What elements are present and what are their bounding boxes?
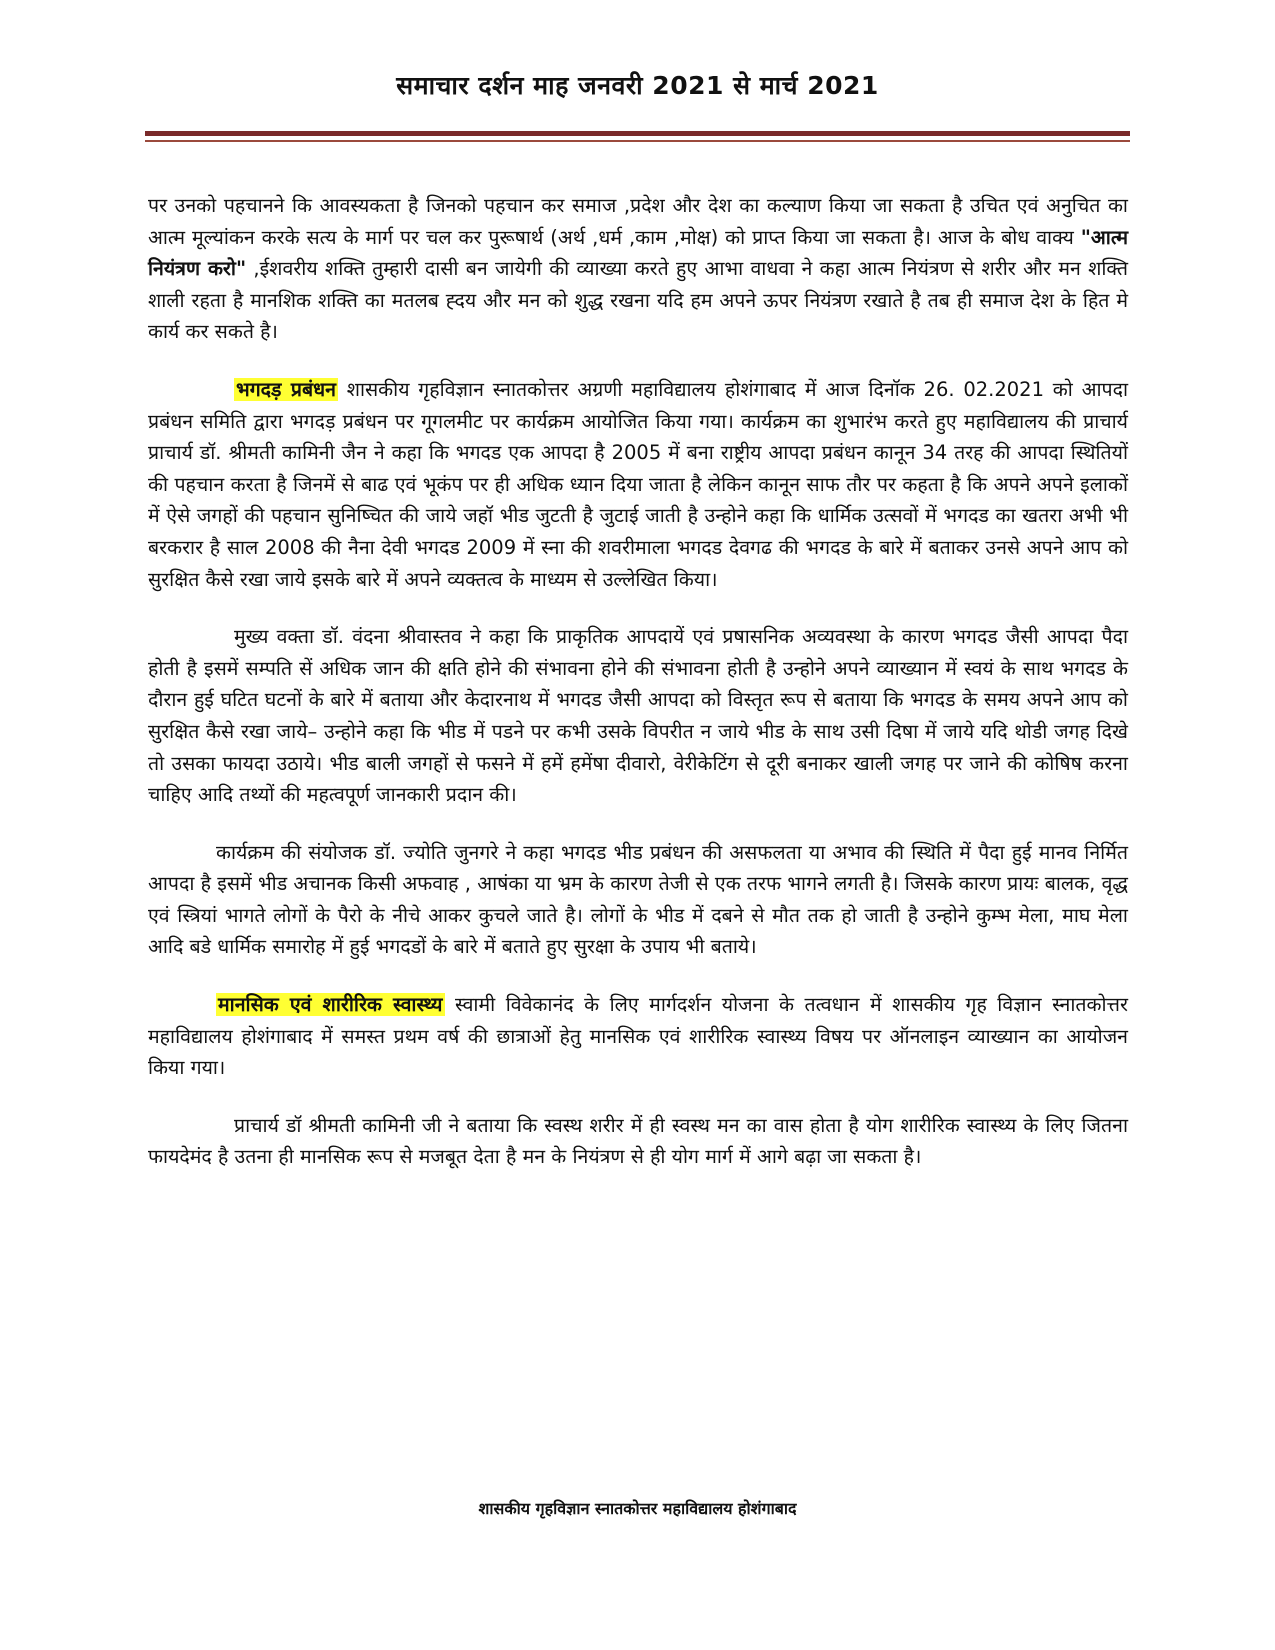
motto-quote: "आत्म नियंत्रण करो" (148, 225, 1128, 281)
header-divider-thick (145, 131, 1130, 136)
paragraph-text: शासकीय गृहविज्ञान स्नातकोत्तर अग्रणी महाविद्यालय होशंगाबाद में आज दिनॉक 26. 02.2021 को आपदा प्रबंधन समिति द्वारा भगदड़ प्रबंधन पर गूगलमीट पर कार्यक्रम आयोजित किया गया। कार्यक्रम का शुभारंभ करते हुए महाविद्यालय की प्राचार्य प्राचार्य डॉ. श्रीमती कामिनी जैन ने कहा कि भगदड एक आपदा है 2005 में बना राष्ट्रीय आपदा प्रबंधन कानून 34 तरह की आपदा स्थितियों की पहचान करता है जिनमें से बाढ एवं भूकंप पर ही अधिक ध्यान दिया जाता है लेकिन कानून साफ तौर पर कहता है कि अपने अपने इलाकों में ऐसे जगहों की पहचान सुनिष्चित की जाये जहॉ भीड जुटती है जुटाई जाती है उन्होने कहा कि धार्मिक उत्सवों में भगदड का खतरा अभी भी बरकरार है साल 2008 की नैना देवी भगदड 2009 में स्ना की शवरीमाला भगदड देवगढ की भगदड के बारे में बताकर उनसे अपने आप को सुरक्षित कैसे रखा जाये इसके बारे में अपने व्यक्तत्व के माध्यम से उल्लेखित किया। (148, 377, 1128, 591)
section-heading-stampede: भगदड़ प्रबंधन (236, 377, 336, 401)
paragraph-text: ,ईशवरीय शक्ति तुम्हारी दासी बन जायेगी की व्याख्या करते हुए आभा वाधवा ने कहा आत्म नियंत्रण से शरीर और मन शक्ति शाली रहता है मानशिक शक्ति का मतलब ह्दय और मन को शुद्ध रखना यदि हम अपने ऊपर नियंत्रण रखाते है तब ही समाज देश के हित मे कार्य कर सकते है। (148, 257, 1129, 344)
paragraph-main-speaker: मुख्य वक्ता डॉ. वंदना श्रीवास्तव ने कहा कि प्राकृतिक आपदायें एवं प्रषासनिक अव्यवस्था के कारण भगदड जैसी आपदा पैदा होती है इसमें सम्पति सें अधिक जान की क्षति होने की संभावना होने की संभावना होती है उन्होने अपने व्याख्यान में स्वयं के साथ भगदड के दौरान हुई घटित घटनों के बारे में बताया और केदारनाथ में भगदड जैसी आपदा को विस्तृत रूप से बताया कि भगदड के समय अपने आप को सुरक्षित कैसे रखा जाये– उन्होने कहा कि भीड में पडने पर कभी उसके विपरीत न जाये भीड के साथ उसी दिषा में जाये यदि थोडी जगह दिखे तो उसका फायदा उठाये। भीड बाली जगहों से फसने में हमें हमेंषा दीवारो, वेरीकेटिंग से दूरी बनाकर खाली जगह पर जाने की कोषिष करना चाहिए आदि तथ्यों की महत्वपूर्ण जानकारी प्रदान की। (148, 625, 1128, 807)
document-body (148, 190, 1128, 1199)
paragraph-text: पर उनको पहचानने कि आवस्यकता है जिनको पहचान कर समाज ,प्रदेश और देश का कल्याण किया जा सकता है उचित एवं अनुचित का आत्म मूल्यांकन करके सत्य के मार्ग पर चल कर पुरूषार्थ (अर्थ ,धर्म ,काम ,मोक्ष) को प्राप्त किया जा सकता है। आज के बोध वाक्य (148, 194, 1128, 249)
page-title: समाचार दर्शन माह जनवरी 2021 से मार्च 2021 (396, 71, 879, 100)
page-footer: शासकीय गृहविज्ञान स्नातकोत्तर महाविद्यालय होशंगाबाद (478, 1499, 797, 1518)
section-heading-health: मानसिक एवं शारीरिक स्वास्थ्य (218, 993, 443, 1017)
header-divider-thin (145, 140, 1130, 142)
paragraph-coordinator: कार्यक्रम की संयोजक डॉ. ज्योति जुनगरे ने कहा भगदड भीड प्रबंधन की असफलता या अभाव की स्थिति में पैदा हुई मानव निर्मित आपदा है इसमें भीड अचानक किसी अफवाह , आषंका या भ्रम के कारण तेजी से एक तरफ भागने लगती है। जिसके कारण प्रायः बालक, वृद्ध एवं स्त्रियां भागते लोगों के पैरो के नीचे आकर कुचले जाते है। लोगों के भीड में दबने से मौत तक हो जाती है उन्होने कुम्भ मेला, माघ मेला आदि बडे धार्मिक समारोह में हुई भगदडों के बारे में बताते हुए सुरक्षा के उपाय भी बताये। (148, 840, 1128, 959)
paragraph-text: स्वामी विवेकानंद के लिए मार्गदर्शन योजना के तत्वधान में शासकीय गृह विज्ञान स्नातकोत्तर महाविद्यालय होशंगाबाद में समस्त प्रथम वर्ष की छात्राओं हेतु मानसिक एवं शारीरिक स्वास्थ्य विषय पर ऑनलाइन व्याख्यान का आयोजन किया गया। (148, 993, 1128, 1080)
paragraph-self-control (148, 190, 1128, 348)
paragraph-mental-physical-health (148, 989, 1128, 1084)
paragraph-principal-yoga: प्राचार्य डॉ श्रीमती कामिनी जी ने बताया कि स्वस्थ शरीर में ही स्वस्थ मन का वास होता है योग शारीरिक स्वास्थ्य के लिए जितना फायदेमंद है उतना ही मानसिक रूप से मजबूत देता है मन के नियंत्रण से ही योग मार्ग में आगे बढ़ा जा सकता है। (148, 1113, 1128, 1169)
paragraph-stampede-management (148, 374, 1128, 595)
